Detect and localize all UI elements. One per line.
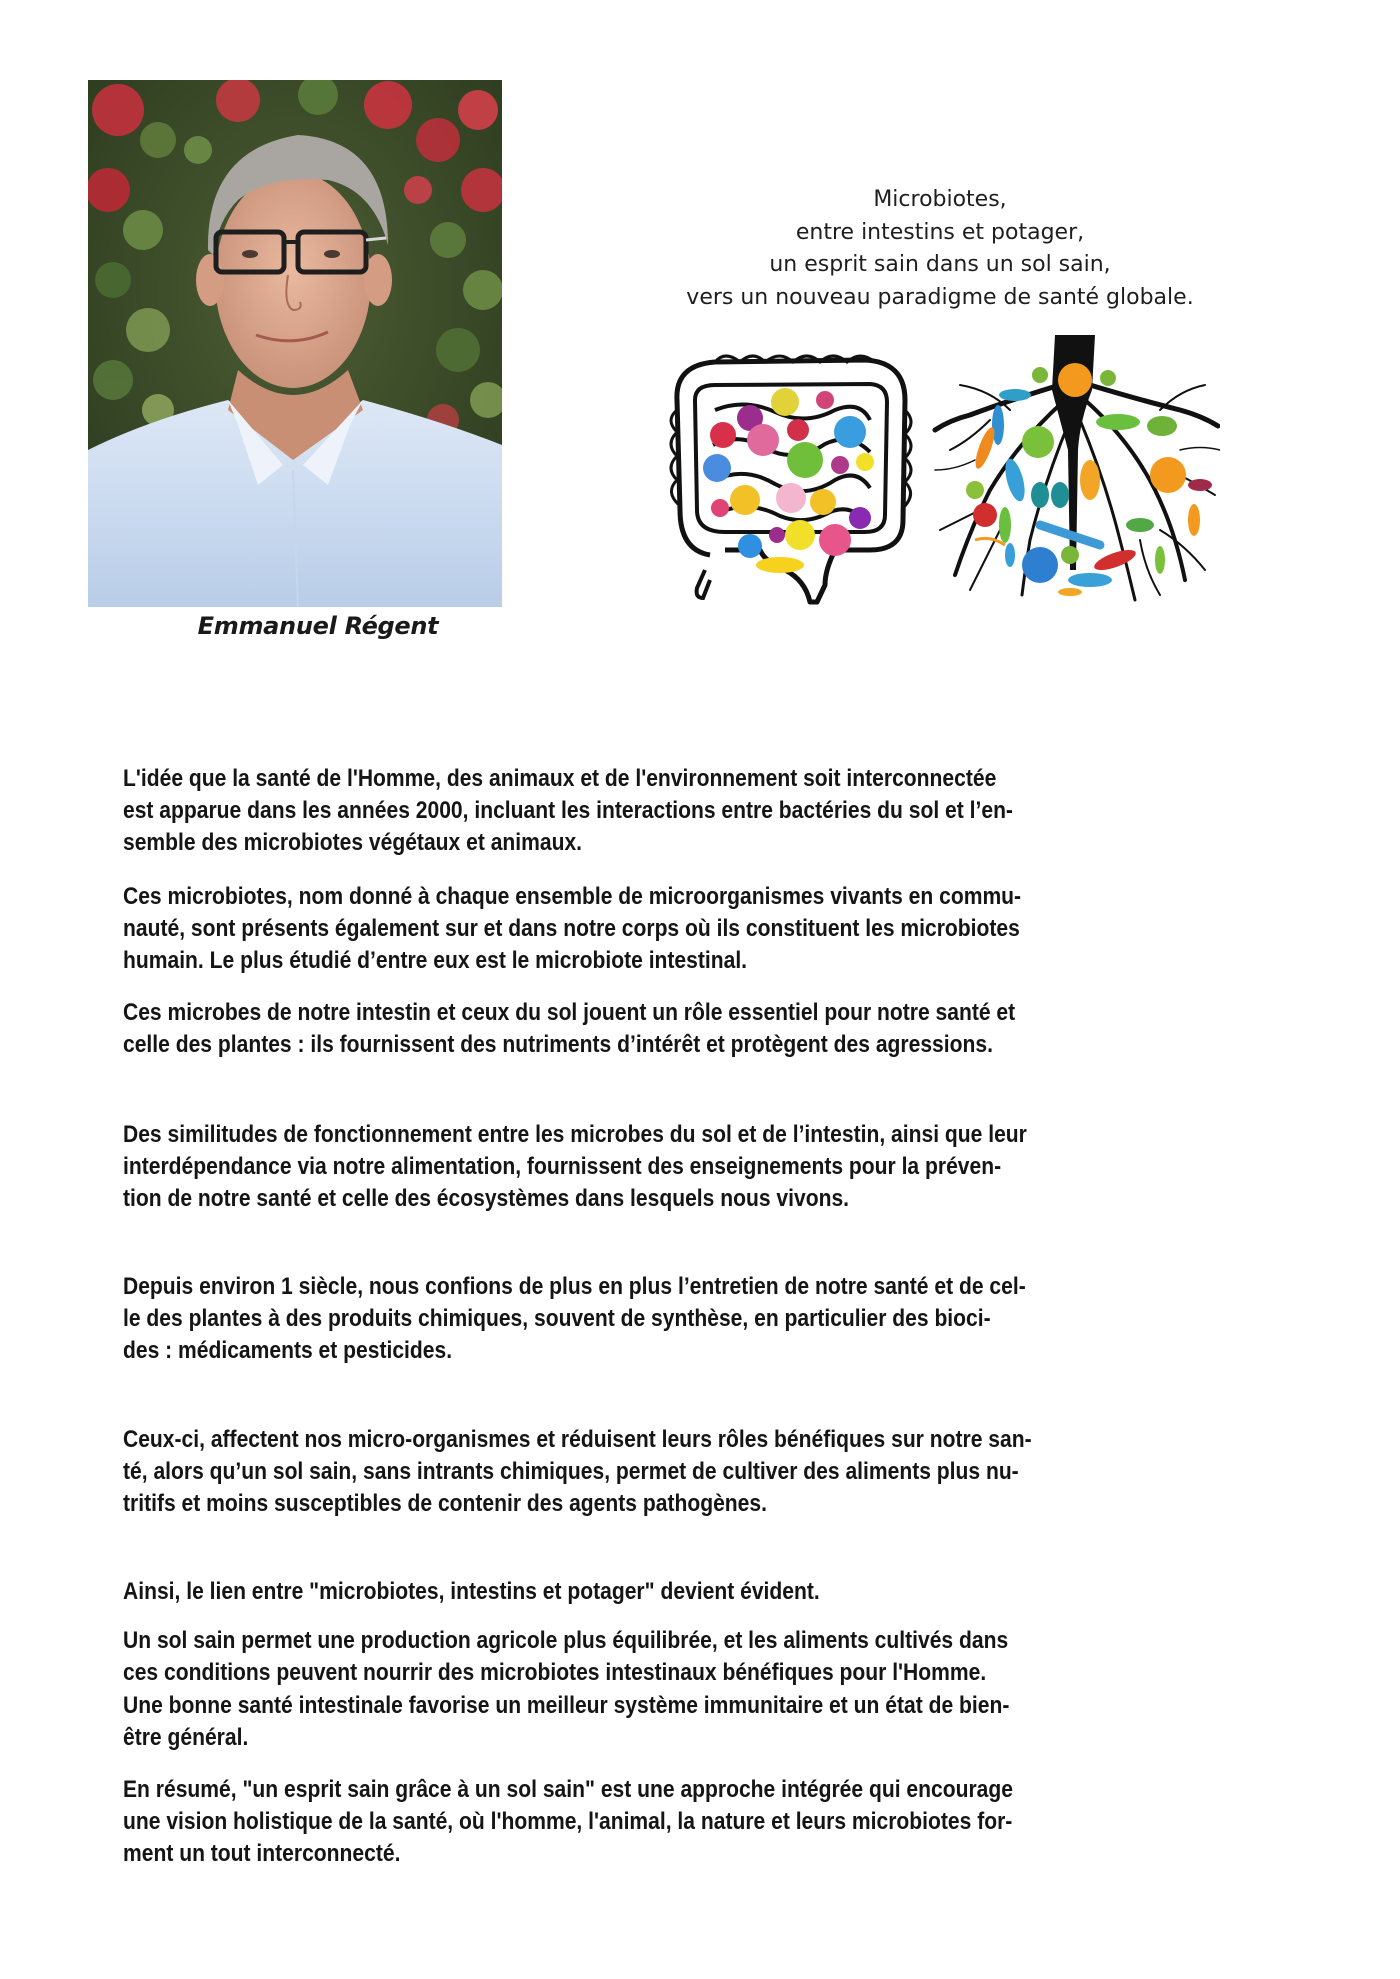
title-line: Microbiotes, — [873, 187, 1007, 212]
title-line: vers un nouveau paradigme de santé globale. — [686, 284, 1194, 310]
title-line: entre intestins et potager, — [795, 219, 1085, 245]
text-line: En résumé, "un esprit sain grâce à un sol sain" est une approche intégrée qui encourage — [123, 1776, 1013, 1803]
text-line: humain. Le plus étudié d’entre eux est le microbiote intestinal. — [123, 947, 748, 974]
text-line: ces conditions peuvent nourrir des microbiotes intestinaux bénéfiques pour l'Homme. — [123, 1659, 987, 1686]
text-line: Depuis environ 1 siècle, nous confions de plus en plus l’entretien de notre santé et de cel- — [123, 1273, 1026, 1300]
text-line: Ainsi, le lien entre "microbiotes, intestins et potager" devient évident. — [123, 1578, 820, 1605]
text-line: celle des plantes : ils fournissent des nutriments d’intérêt et protègent des agressions. — [123, 1031, 993, 1058]
text-line: L'idée que la santé de l'Homme, des animaux et de l'environnement soit interconnectée — [123, 765, 997, 792]
text-line: Des similitudes de fonctionnement entre les microbes du sol et de l’intestin, ainsi que leur — [123, 1121, 1027, 1148]
author-name: Emmanuel Régent — [197, 612, 439, 640]
root-soil-microbiota-illustration — [930, 330, 1220, 605]
portrait-image — [88, 80, 502, 607]
text-line: des : médicaments et pesticides. — [123, 1337, 453, 1364]
text-line: nauté, sont présents également sur et dans notre corps où ils constituent les microbiotes — [123, 915, 1020, 942]
text-line: té, alors qu’un sol sain, sans intrants chimiques, permet de cultiver des aliments plus nu- — [123, 1458, 1019, 1485]
text-line: Ceux-ci, affectent nos micro-organismes et réduisent leurs rôles bénéfiques sur notre san- — [123, 1426, 1032, 1453]
text-line: être général. — [123, 1724, 249, 1751]
text-line: Ces microbes de notre intestin et ceux du sol jouent un rôle essentiel pour notre santé et — [123, 999, 1016, 1026]
poster-title — [600, 184, 1280, 314]
text-line: tion de notre santé et celle des écosystèmes dans lesquels nous vivons. — [123, 1185, 850, 1212]
text-line: ment un tout interconnecté. — [123, 1840, 401, 1867]
text-line: Ces microbiotes, nom donné à chaque ensemble de microorganismes vivants en commu- — [123, 883, 1022, 910]
text-line: semble des microbiotes végétaux et animaux. — [123, 829, 583, 856]
text-line: une vision holistique de la santé, où l'homme, l'animal, la nature et leurs microbiotes for- — [123, 1808, 1013, 1835]
text-line: interdépendance via notre alimentation, fournissent des enseignements pour la préven- — [123, 1153, 1002, 1180]
text-line: est apparue dans les années 2000, incluant les interactions entre bactéries du sol et l’en- — [123, 797, 1013, 824]
author-photo — [88, 80, 502, 607]
text-line: Un sol sain permet une production agricole plus équilibrée, et les aliments cultivés dans — [123, 1627, 1009, 1654]
text-line: le des plantes à des produits chimiques, souvent de synthèse, en particulier des bioci- — [123, 1305, 991, 1332]
title-line: un esprit sain dans un sol sain, — [769, 252, 1111, 277]
text-line: Une bonne santé intestinale favorise un meilleur système immunitaire et un état de bien- — [123, 1692, 1010, 1719]
text-line: tritifs et moins susceptibles de contenir des agents pathogènes. — [123, 1490, 767, 1517]
intestine-microbiota-illustration — [665, 340, 920, 605]
